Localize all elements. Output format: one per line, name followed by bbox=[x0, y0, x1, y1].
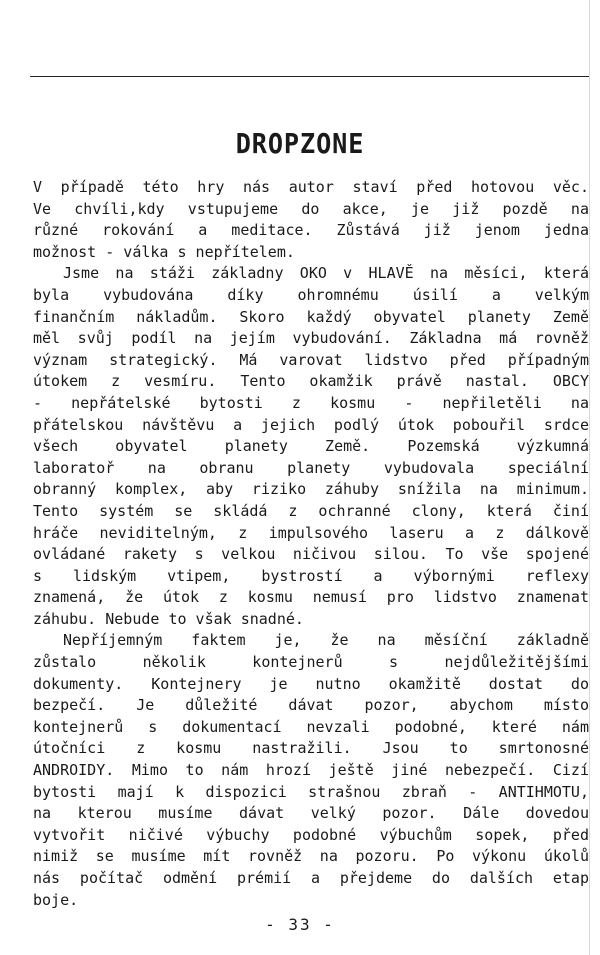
text-line: zůstalo několik kontejnerů s nejdůležitějšími bbox=[33, 653, 589, 672]
text-line: Tento systém se skládá z ochranné clony, která činí bbox=[33, 501, 589, 520]
top-rule bbox=[30, 76, 590, 77]
text-line: ANDROIDY. Mimo to nám hrozí ještě jiné nebezpečí. Cizí bbox=[33, 761, 589, 780]
text-line: Jsme na stáži základny OKO v HLAVĚ na měsíci, která bbox=[63, 264, 589, 283]
text-line: různé rokování a meditace. Zůstává již jenom jedna bbox=[33, 221, 589, 240]
text-line: možnost - válka s nepřítelem. bbox=[33, 242, 295, 261]
text-line: V případě této hry nás autor staví před hotovou věc. bbox=[33, 178, 589, 196]
text-line: ovládané rakety s velkou ničivou silou. To vše spojené bbox=[33, 545, 589, 564]
text-line: Ve chvíli,kdy vstupujeme do akce, je již pozdě na bbox=[33, 199, 589, 218]
text-line: - nepřátelské bytosti z kosmu - nepřiletěli na bbox=[33, 393, 589, 412]
text-line: s lidským vtipem, bystrostí a výbornými reflexy bbox=[33, 566, 589, 585]
text-line: měl svůj podíl na jejím vybudování. Základna má rovněž bbox=[33, 329, 589, 348]
text-line: obranný komplex, aby riziko záhuby snížila na minimum. bbox=[33, 480, 589, 499]
text-line: bytosti mají k dispozici strašnou zbraň - ANTIHMOTU, bbox=[33, 782, 589, 801]
text-line: všech obyvatel planety Země. Pozemská výzkumná bbox=[33, 437, 589, 456]
text-line: kontejnerů s dokumentací nevzali podobné, které nám bbox=[33, 717, 589, 736]
article-body bbox=[33, 177, 589, 911]
text-line: význam strategický. Má varovat lidstvo před případným bbox=[33, 350, 589, 369]
text-line: finančním nákladům. Skoro každý obyvatel planety Země bbox=[33, 307, 589, 326]
text-line: přátelskou návštěvu a jejich podlý útok pobouřil srdce bbox=[33, 415, 589, 434]
page-number: - 33 - bbox=[265, 915, 335, 934]
text-line: laboratoř na obranu planety vybudovala speciální bbox=[33, 458, 589, 477]
text-line: byla vybudována díky ohromnému úsilí a velkým bbox=[33, 285, 589, 304]
page-title: DROPZONE bbox=[235, 126, 365, 160]
text-line: bezpečí. Je důležité dávat pozor, abychom místo bbox=[33, 696, 589, 715]
text-line: Nepříjemným faktem je, že na měsíční základně bbox=[63, 631, 589, 650]
text-line: vytvořit ničivé výbuchy podobné výbuchům sopek, před bbox=[33, 825, 589, 844]
text-line: boje. bbox=[33, 890, 79, 909]
text-line: nás počítač odmění prémií a přejdeme do dalších etap bbox=[33, 869, 589, 887]
page-edge bbox=[589, 0, 600, 955]
text-line: nimiž se musíme mít rovněž na pozoru. Po výkonu úkolů bbox=[33, 847, 589, 866]
text-line: útokem z vesmíru. Tento okamžik právě nastal. OBCY bbox=[33, 372, 589, 391]
text-line: hráče neviditelným, z impulsového laseru a z dálkově bbox=[33, 523, 589, 542]
text-line: záhubu. Nebude to však snadné. bbox=[33, 609, 304, 628]
text-line: znamená, že útok z kosmu nemusí pro lidstvo znamenat bbox=[33, 588, 589, 607]
text-line: na kterou musíme dávat velký pozor. Dále dovedou bbox=[33, 804, 589, 823]
text-line: dokumenty. Kontejnery je nutno okamžitě dostat do bbox=[33, 674, 589, 693]
text-line: útočníci z kosmu nastražili. Jsou to smrtonosné bbox=[33, 739, 589, 758]
